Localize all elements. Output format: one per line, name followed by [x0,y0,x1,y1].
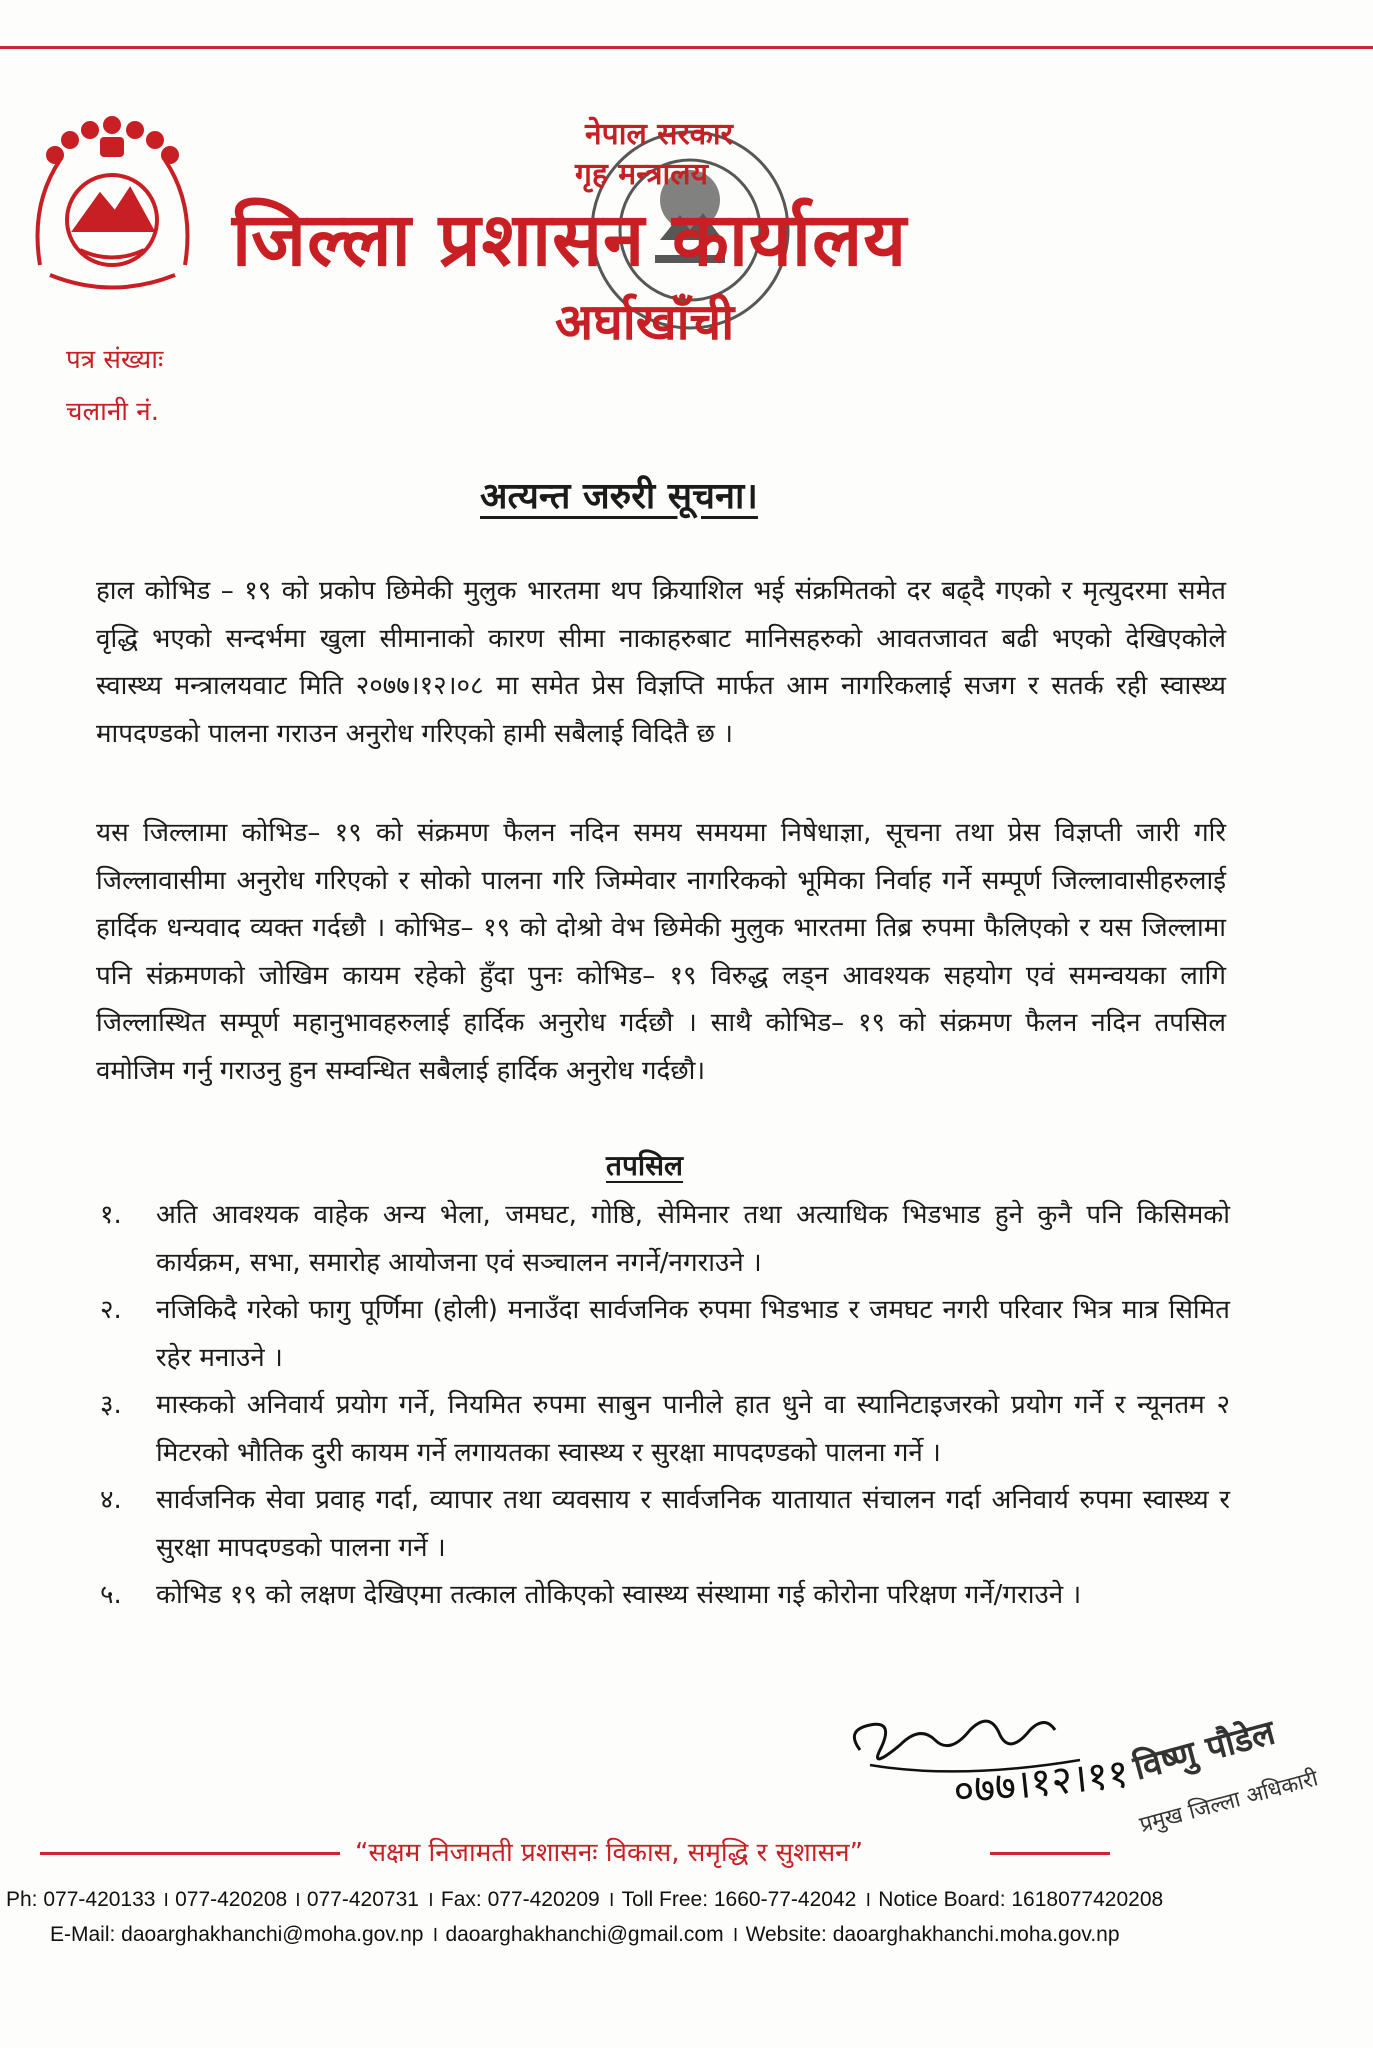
signature-date: ०७७।१२।११ [951,1750,1132,1815]
notice-title: अत्यन्त जरुरी सूचना। [480,476,758,517]
list-item [100,1287,1230,1382]
list-item-text: नजिकिदै गरेको फागु पूर्णिमा (होली) मनाउँदा सार्वजनिक रुपमा भिडभाड र जमघट नगरी परिवार भित्र मात्र सिमित रहेर मनाउने । [156,1295,1230,1373]
contact-line-2: E-Mail: daoarghakhanchi@moha.gov.np । daoarghakhanchi@gmail.com । Website: daoarghakhanchi.moha.gov.np [50,1923,1120,1946]
list-item-number: २. [100,1295,122,1325]
list-item [100,1192,1230,1287]
top-rule [0,46,1373,49]
notice-paragraph-2: यस जिल्लामा कोभिड– १९ को संक्रमण फैलन नदिन समय समयमा निषेधाज्ञा, सूचना तथा प्रेस विज्ञप्ती जारी गरि जिल्लावासीमा अनुरोध गरिएको र सोको पालना गरि जिम्मेवार नागरिकको भूमिका निर्वाह गर्ने सम्पूर्ण जिल्लावासीहरुलाई हार्दिक धन्यवाद व्यक्त गर्दछौ । कोभिड– १९ को दोश्रो वेभ छिमेकी मुलुक भारतमा तिब्र रुपमा फैलिएको र यस जिल्लामा पनि संक्रमणको जोखिम कायम रहेको हुँदा पुनः कोभिड– १९ विरुद्ध लड्न आवश्यक सहयोग एवं समन्वयका लागि जिल्लास्थित सम्पूर्ण महानुभावहरुलाई हार्दिक अनुरोध गर्दछौ । साथै कोभिड– १९ को संक्रमण फैलन नदिन तपसिल वमोजिम गर्नु गराउनु हुन सम्वन्धित सबैलाई हार्दिक अनुरोध गर्दछौ। [96,818,1226,1086]
list-item [100,1572,1230,1620]
list-item-text: मास्कको अनिवार्य प्रयोग गर्ने, नियमित रुपमा साबुन पानीले हात धुने वा स्यानिटाइजरको प्रयोग गर्ने र न्यूनतम २ मिटरको भौतिक दुरी कायम गर्ने लगायतका स्वास्थ्य र सुरक्षा मापदण्डको पालना गर्ने । [156,1390,1230,1468]
list-heading: तपसिल [606,1149,684,1182]
signer-role-stamp: प्रमुख जिल्ला अधिकारी [1137,1766,1321,1839]
list-item-number: १. [100,1200,122,1230]
office-title: जिल्ला प्रशासन कार्यालय [232,197,908,283]
list-item [100,1477,1230,1572]
letter-number-label: पत्र संख्याः [66,345,164,375]
list-item [100,1382,1230,1477]
notice-board-number: Notice Board: 1618077420208 [878,1888,1164,1911]
website-link: Website: daoarghakhanchi.moha.gov.np [745,1923,1120,1946]
district-name: अर्घाखाँची [555,293,735,351]
footer-rule-right [990,1852,1110,1855]
directive-list [100,1192,1230,1620]
list-item-text: सार्वजनिक सेवा प्रवाह गर्दा, व्यापार तथा व्यवसाय र सार्वजनिक यातायात संचालन गर्दा अनिवार्य रुपमा स्वास्थ्य र सुरक्षा मापदण्डको पालना गर्ने । [156,1485,1230,1563]
fax-number: Fax: 077-420209 [440,1888,600,1911]
list-item-number: ५. [100,1580,122,1610]
list-item-number: ३. [100,1390,122,1420]
phone-numbers: Ph: 077-420133 । 077-420208 । 077-420731 [6,1888,419,1911]
list-item-text: कोभिड १९ को लक्षण देखिएमा तत्काल तोकिएको स्वास्थ्य संस्थामा गई कोरोना परिक्षण गर्ने/गराउने । [156,1580,1082,1610]
email-primary: E-Mail: daoarghakhanchi@moha.gov.np [50,1923,424,1946]
footer-slogan: “सक्षम निजामती प्रशासनः विकास, समृद्धि र सुशासन” [355,1838,864,1868]
gov-line-2: गृह मन्त्रालय [575,157,709,192]
toll-free-number: Toll Free: 1660-77-42042 [621,1888,857,1911]
notice-paragraph-1: हाल कोभिड – १९ को प्रकोप छिमेकी मुलुक भारतमा थप क्रियाशिल भई संक्रमितको दर बढ्दै गएको र मृत्युदरमा समेत वृद्धि भएको सन्दर्भमा खुला सीमानाको कारण सीमा नाकाहरुबाट मानिसहरुको आवतजावत बढी भएको देखिएकोले स्वास्थ्य मन्त्रालयवाट मिति २०७७।१२।०८ मा समेत प्रेस विज्ञप्ति मार्फत आम नागरिकलाई सजग र सतर्क रही स्वास्थ्य मापदण्डको पालना गराउन अनुरोध गरिएको हामी सबैलाई विदितै छ । [96,576,1226,749]
contact-line-1: Ph: 077-420133 । 077-420208 । 077-420731 । Fax: 077-420209 । Toll Free: 1660-77-42042 । Notice Board: 1618077420208 [6,1888,1164,1911]
email-secondary: daoarghakhanchi@gmail.com [445,1923,724,1946]
nepal-emblem-icon [20,115,205,305]
footer-rule-left [40,1852,340,1855]
list-item-number: ४. [100,1485,122,1515]
dispatch-number-label: चलानी नं. [66,397,159,427]
gov-line-1: नेपाल सरकार [585,117,733,152]
list-item-text: अति आवश्यक वाहेक अन्य भेला, जमघट, गोष्ठि, सेमिनार तथा अत्याधिक भिडभाड हुने कुनै पनि किसिमको कार्यक्रम, सभा, समारोह आयोजना एवं सञ्चालन नगर्ने/नगराउने । [156,1200,1230,1278]
signer-name-stamp: विष्णु पौडेल [1129,1712,1280,1789]
